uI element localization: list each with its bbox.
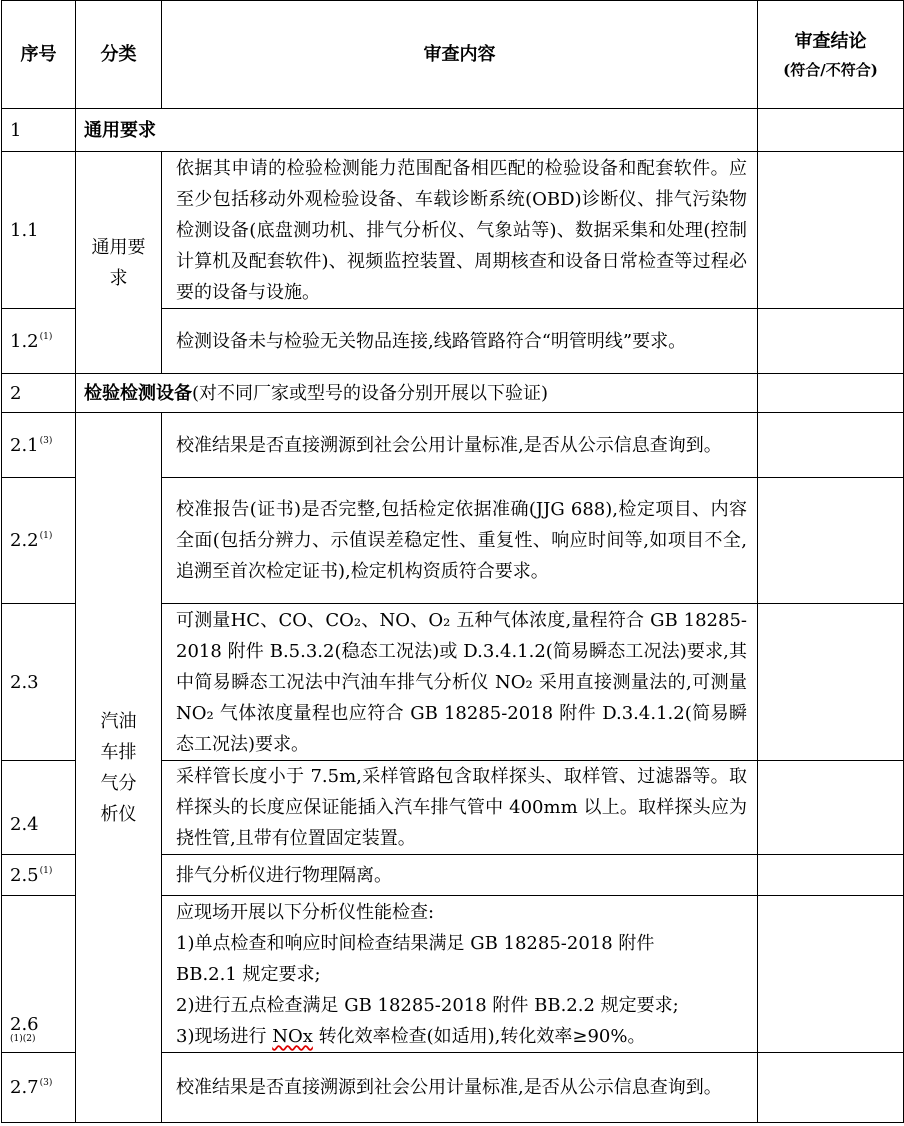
conclusion-cell[interactable] — [758, 309, 904, 374]
table-header-row — [2, 1, 904, 109]
footnote-marker: (1)(2) — [10, 1034, 36, 1044]
row-content: 依据其申请的检验检测能力范围配备相匹配的检验设备和配套软件。应至少包括移动外观检验设备、车载诊断系统(OBD)诊断仪、排气污染物检测设备(底盘测功机、排气分析仪、气象站等)、数据采集和处理(控制计算机及配套软件)、视频监控装置、周期核查和设备日常检查等过程必要的设备与设施。 — [162, 152, 758, 309]
spellcheck-underlined-word: NOx — [272, 1025, 313, 1047]
row-seq — [2, 761, 76, 855]
category-general: 通用要求 — [76, 152, 162, 374]
row-seq — [2, 478, 76, 604]
row-content: 排气分析仪进行物理隔离。 — [162, 855, 758, 896]
seq-number: 2.5 — [10, 864, 39, 886]
conclusion-cell[interactable] — [758, 1053, 904, 1123]
seq-number: 2.1 — [10, 434, 39, 456]
row-content: 采样管长度小于 7.5m,采样管路包含取样探头、取样管、过滤器等。取样探头的长度应保证能插入汽车排气管中 400mm 以上。取样探头应为挠性管,且带有位置固定装置。 — [162, 761, 758, 855]
conclusion-cell[interactable] — [758, 413, 904, 478]
category-analyzer-label: 汽油车排气分析仪 — [100, 710, 137, 825]
section-row-1 — [2, 109, 904, 152]
content-fragment: 3)现场进行 — [176, 1025, 273, 1047]
seq-number: 2.3 — [10, 671, 39, 693]
row-content: 校准结果是否直接溯源到社会公用计量标准,是否从公示信息查询到。 — [162, 1053, 758, 1123]
seq-number: 2.2 — [10, 530, 39, 551]
content-line — [176, 1021, 747, 1052]
row-seq — [2, 604, 76, 761]
review-table — [1, 0, 904, 1123]
content-line: 1)单点检查和响应时间检查结果满足 GB 18285-2018 附件 — [176, 932, 655, 954]
footnote-marker: (3) — [39, 1078, 53, 1088]
content-fragment: 转化效率检查(如适用),转化效率≥90%。 — [312, 1025, 646, 1047]
content-line: BB.2.1 规定要求; — [176, 963, 321, 985]
section-2-title-cell — [76, 374, 758, 413]
conclusion-cell[interactable] — [758, 374, 904, 413]
section-1-title: 通用要求 — [76, 109, 758, 152]
header-conclusion — [758, 1, 904, 109]
seq-number: 2.7 — [10, 1077, 39, 1098]
section-row-2 — [2, 374, 904, 413]
conclusion-cell[interactable] — [758, 604, 904, 761]
conclusion-cell[interactable] — [758, 855, 904, 896]
conclusion-cell[interactable] — [758, 109, 904, 152]
header-seq: 序号 — [2, 1, 76, 109]
row-content: 检测设备未与检验无关物品连接,线路管路符合“明管明线”要求。 — [162, 309, 758, 374]
footnote-marker: (1) — [39, 865, 53, 876]
header-conclusion-sub: (符合/不符合) — [783, 61, 878, 79]
row-content: 校准结果是否直接溯源到社会公用计量标准,是否从公示信息查询到。 — [162, 413, 758, 478]
conclusion-cell[interactable] — [758, 152, 904, 309]
header-content: 审查内容 — [162, 1, 758, 109]
conclusion-cell[interactable] — [758, 761, 904, 855]
section-2-note: (对不同厂家或型号的设备分别开展以下验证) — [192, 382, 549, 404]
table-row — [2, 413, 904, 478]
content-line: 2)进行五点检查满足 GB 18285-2018 附件 BB.2.2 规定要求; — [176, 994, 679, 1016]
row-seq — [2, 896, 76, 1053]
seq-number: 1.2 — [10, 330, 39, 352]
row-seq — [2, 152, 76, 309]
conclusion-cell[interactable] — [758, 478, 904, 604]
header-category: 分类 — [76, 1, 162, 109]
footnote-marker: (1) — [39, 331, 53, 342]
footnote-marker: (1) — [39, 531, 53, 541]
seq-number: 1.1 — [10, 219, 39, 241]
section-1-seq: 1 — [2, 109, 76, 152]
header-conclusion-title: 审查结论 — [794, 31, 867, 52]
footnote-marker: (3) — [39, 435, 53, 446]
row-seq — [2, 1053, 76, 1123]
content-line: 应现场开展以下分析仪性能检查: — [176, 901, 435, 923]
section-2-title: 检验检测设备 — [84, 382, 192, 404]
row-seq — [2, 855, 76, 896]
table-row — [2, 152, 904, 309]
row-content: 校准报告(证书)是否完整,包括检定依据准确(JJG 688),检定项目、内容全面(包括分辨力、示值误差稳定性、重复性、响应时间等,如项目不全,追溯至首次检定证书),检定机构资质符合要求。 — [162, 478, 758, 604]
section-2-seq: 2 — [2, 374, 76, 413]
row-seq — [2, 309, 76, 374]
row-content: 可测量HC、CO、CO₂、NO、O₂ 五种气体浓度,量程符合 GB 18285-2018 附件 B.5.3.2(稳态工况法)或 D.3.4.1.2(简易瞬态工况法)要求,其中简易瞬态工况法中汽油车排气分析仪 NO₂ 采用直接测量法的,可测量 NO₂ 气体浓度量程也应符合 GB 18285-2018 附件 D.3.4.1.2(简易瞬态工况法)要求。 — [162, 604, 758, 761]
seq-number: 2.6 — [10, 1014, 39, 1035]
category-analyzer — [76, 413, 162, 1123]
row-content — [162, 896, 758, 1053]
conclusion-cell[interactable] — [758, 896, 904, 1053]
row-seq — [2, 413, 76, 478]
seq-number: 2.4 — [10, 814, 39, 835]
